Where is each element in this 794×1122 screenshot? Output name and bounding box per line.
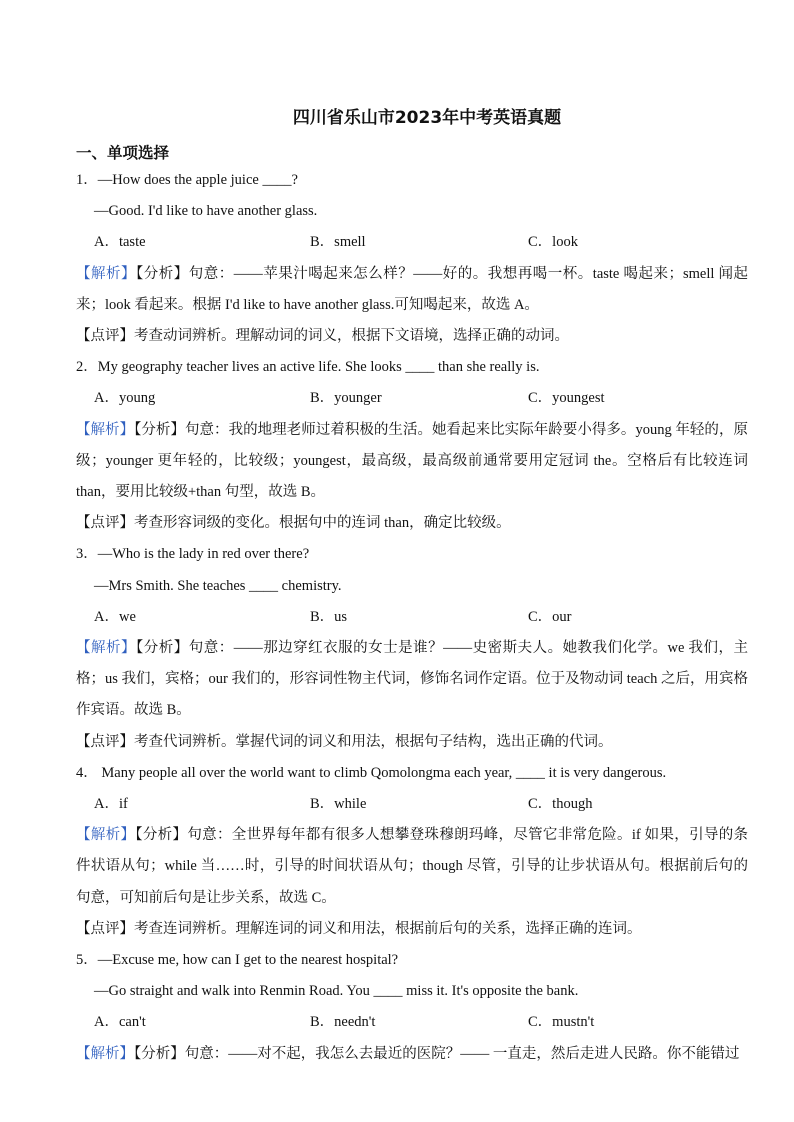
option-b: B．needn't bbox=[310, 1014, 376, 1031]
jiexi-tag: 【解析】 bbox=[76, 640, 136, 657]
question-stem bbox=[76, 352, 748, 383]
answer-options bbox=[76, 1007, 748, 1038]
analysis-paragraph bbox=[76, 633, 748, 727]
question-text: My geography teacher lives an active life. She looks ____ than she really is. bbox=[97, 359, 540, 376]
section-heading: 一、单项选择 bbox=[76, 144, 170, 162]
analysis-paragraph bbox=[76, 415, 748, 509]
question-text: —Mrs Smith. She teaches ____ chemistry. bbox=[94, 577, 342, 594]
fenxi-tag: 【分析】 bbox=[135, 827, 188, 844]
option-b: B．while bbox=[310, 796, 367, 813]
question-text: Many people all over the world want to climb Qomolongma each year, ____ it is very dangerous. bbox=[97, 764, 667, 781]
analysis-paragraph bbox=[76, 820, 748, 914]
jiexi-tag: 【解析】 bbox=[76, 827, 136, 844]
option-a: A．we bbox=[94, 608, 136, 625]
question-number: 3． bbox=[76, 546, 98, 563]
analysis-paragraph bbox=[76, 1039, 748, 1070]
comment-text: 考查动词辨析。理解动词的词义，根据下文语境，选择正确的动词。 bbox=[134, 328, 569, 345]
option-b: B．smell bbox=[310, 234, 366, 251]
question-number: 5． bbox=[76, 952, 98, 969]
dianping-tag: 【点评】 bbox=[76, 328, 134, 345]
question-text: —Good. I'd like to have another glass. bbox=[94, 203, 318, 220]
question-number: 1． bbox=[76, 172, 98, 188]
question-stem bbox=[76, 165, 748, 196]
comment-paragraph bbox=[76, 914, 748, 945]
option-a: A．taste bbox=[94, 234, 146, 251]
dianping-tag: 【点评】 bbox=[76, 733, 134, 750]
question-stem bbox=[76, 539, 748, 570]
question-stem bbox=[76, 945, 748, 976]
analysis-text: 句意：全世界每年都有很多人想攀登珠穆朗玛峰，尽管它非常危险。if 如果，引导的条件状语从句；while 当……时，引导的时间状语从句；though 尽管，引导的让步状语从句。根据前后句的句意，可知前后句是让步关系，故选 C。 bbox=[76, 827, 749, 906]
comment-paragraph bbox=[76, 321, 748, 352]
question-number: 2． bbox=[76, 359, 98, 376]
comment-paragraph bbox=[76, 508, 748, 539]
question-text: —Who is the lady in red over there? bbox=[97, 546, 310, 563]
option-a: A．young bbox=[94, 390, 156, 407]
option-c: C．though bbox=[528, 796, 593, 813]
document-title: 四川省乐山市2023年中考英语真题 bbox=[292, 108, 562, 128]
fenxi-tag: 【分析】 bbox=[136, 265, 189, 282]
fenxi-tag: 【分析】 bbox=[135, 640, 189, 657]
question-number: 4． bbox=[76, 764, 98, 781]
analysis-text: 句意：——对不起，我怎么去最近的医院？—— 一直走，然后走进人民路。你不能错过 bbox=[184, 1045, 740, 1062]
dianping-tag: 【点评】 bbox=[76, 515, 134, 532]
question-3 bbox=[76, 539, 748, 757]
option-a: A．if bbox=[94, 796, 128, 813]
answer-options bbox=[76, 383, 748, 414]
option-b: B．us bbox=[310, 608, 348, 625]
question-1 bbox=[76, 165, 748, 352]
analysis-text: 句意：——那边穿红衣服的女士是谁？——史密斯夫人。她教我们化学。we 我们，主格；us 我们，宾格；our 我们的，形容词性物主代词，修饰名词作定语。位于及物动词 teach 之后，用宾格作宾语。故选 B。 bbox=[76, 640, 749, 719]
option-a: A．can't bbox=[94, 1014, 146, 1031]
option-c: C．youngest bbox=[528, 390, 605, 407]
question-text: —Go straight and walk into Renmin Road. You ____ miss it. It's opposite the bank. bbox=[94, 983, 579, 1000]
question-2 bbox=[76, 352, 748, 539]
question-4 bbox=[76, 758, 748, 945]
jiexi-tag: 【解析】 bbox=[76, 1045, 134, 1062]
jiexi-tag: 【解析】 bbox=[76, 421, 135, 438]
option-c: C．look bbox=[528, 234, 578, 251]
option-b: B．younger bbox=[310, 390, 382, 407]
analysis-text: 句意：我的地理老师过着积极的生活。她看起来比实际年龄要小得多。young 年轻的，原级；younger 更年轻的，比较级；youngest，最高级，最高级前通常要用定冠词 the。空格后有比较连词 than，要用比较级+than 句型，故选 B。 bbox=[76, 421, 748, 501]
question-stem bbox=[76, 758, 748, 789]
question-5 bbox=[76, 945, 748, 1070]
answer-options bbox=[76, 789, 748, 820]
answer-options bbox=[76, 602, 748, 633]
question-text: —How does the apple juice ____? bbox=[97, 172, 298, 188]
comment-paragraph bbox=[76, 727, 748, 758]
answer-options bbox=[76, 227, 748, 258]
dianping-tag: 【点评】 bbox=[76, 920, 134, 937]
analysis-paragraph bbox=[76, 259, 748, 321]
option-c: C．our bbox=[528, 608, 572, 625]
comment-text: 考查代词辨析。掌握代词的词义和用法，根据句子结构，选出正确的代词。 bbox=[134, 733, 613, 750]
option-c: C．mustn't bbox=[528, 1014, 595, 1031]
analysis-text: 句意：——苹果汁喝起来怎么样？——好的。我想再喝一杯。taste 喝起来；smell 闻起来；look 看起来。根据 I'd like to have another glass.可知喝起来，故选 A。 bbox=[76, 265, 749, 313]
jiexi-tag: 【解析】 bbox=[76, 265, 137, 282]
fenxi-tag: 【分析】 bbox=[134, 1045, 185, 1062]
comment-text: 考查形容词级的变化。根据句中的连词 than，确定比较级。 bbox=[134, 515, 511, 532]
comment-text: 考查连词辨析。理解连词的词义和用法，根据前后句的关系，选择正确的连词。 bbox=[134, 920, 642, 937]
fenxi-tag: 【分析】 bbox=[134, 421, 185, 438]
question-text: —Excuse me, how can I get to the nearest hospital? bbox=[97, 952, 399, 969]
